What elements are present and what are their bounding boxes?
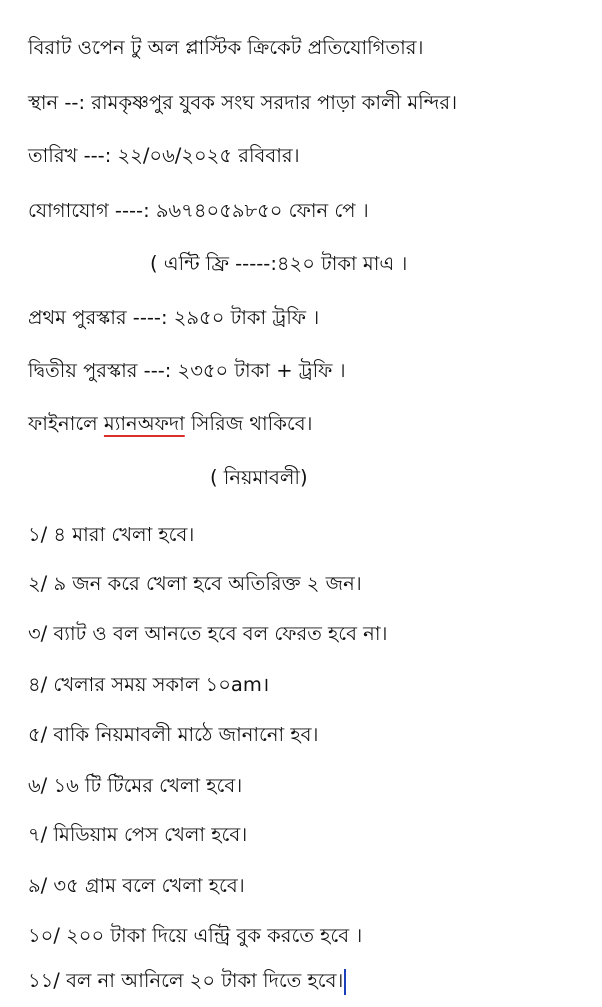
second-prize-line: দ্বিতীয় পুরস্কার ---: ২৩৫০ টাকা + ট্রফি ।	[28, 359, 346, 382]
rule-item-10-text: ১১/ বল না আনিলে ২০ টাকা দিতে হবে।	[28, 969, 344, 992]
tournament-title: বিরাট ওপেন টু অল প্লাস্টিক ক্রিকেট প্রতিযোগিতার।	[28, 36, 424, 59]
spellcheck-underlined-word: ম্যানঅফদা	[103, 412, 185, 435]
rules-heading: ( নিয়মাবলী)	[210, 466, 308, 489]
rule-item-6: ৬/ ১৬ টি টিমের খেলা হবে।	[28, 774, 243, 797]
rule-item-2: ২/ ৯ জন করে খেলা হবে অতিরিক্ত ২ জন।	[28, 572, 362, 595]
date-line: তারিখ ---: ২২/০৬/২০২৫ রবিবার।	[28, 144, 300, 167]
rule-item-9: ১০/ ২০০ টাকা দিয়ে এন্ট্রি বুক করতে হবে ।	[28, 924, 363, 947]
rule-item-7: ৭/ মিডিয়াম পেস খেলা হবে।	[28, 823, 248, 846]
first-prize-line: প্রথম পুরস্কার ----: ২৯৫০ টাকা ট্রফি ।	[28, 306, 320, 329]
rule-item-10[interactable]	[28, 966, 346, 996]
contact-line: যোগাযোগ ----: ৯৬৭৪০৫৯৮৫০ ফোন পে ।	[28, 199, 369, 222]
final-note-prefix: ফাইনালে	[28, 412, 104, 435]
final-note-line	[28, 409, 313, 439]
rule-item-3: ৩/ ব্যাট ও বল আনতে হবে বল ফেরত হবে না।	[28, 622, 388, 645]
text-cursor	[344, 969, 346, 995]
rule-item-5: ৫/ বাকি নিয়মাবলী মাঠে জানানো হব।	[28, 723, 319, 746]
rule-item-4: ৪/ খেলার সময় সকাল ১০am।	[28, 673, 270, 696]
rule-item-8: ৯/ ৩৫ গ্রাম বলে খেলা হবে।	[28, 874, 245, 897]
entry-fee-line: ( এন্টি ফ্রি -----:৪২০ টাকা মাএ ।	[150, 252, 408, 275]
final-note-suffix: সিরিজ থাকিবে।	[184, 412, 313, 435]
rule-item-1: ১/ ৪ মারা খেলা হবে।	[28, 523, 195, 546]
venue-line: স্থান --: রামকৃষ্ণপুর যুবক সংঘ সরদার পাড়া কালী মন্দির।	[28, 91, 458, 114]
